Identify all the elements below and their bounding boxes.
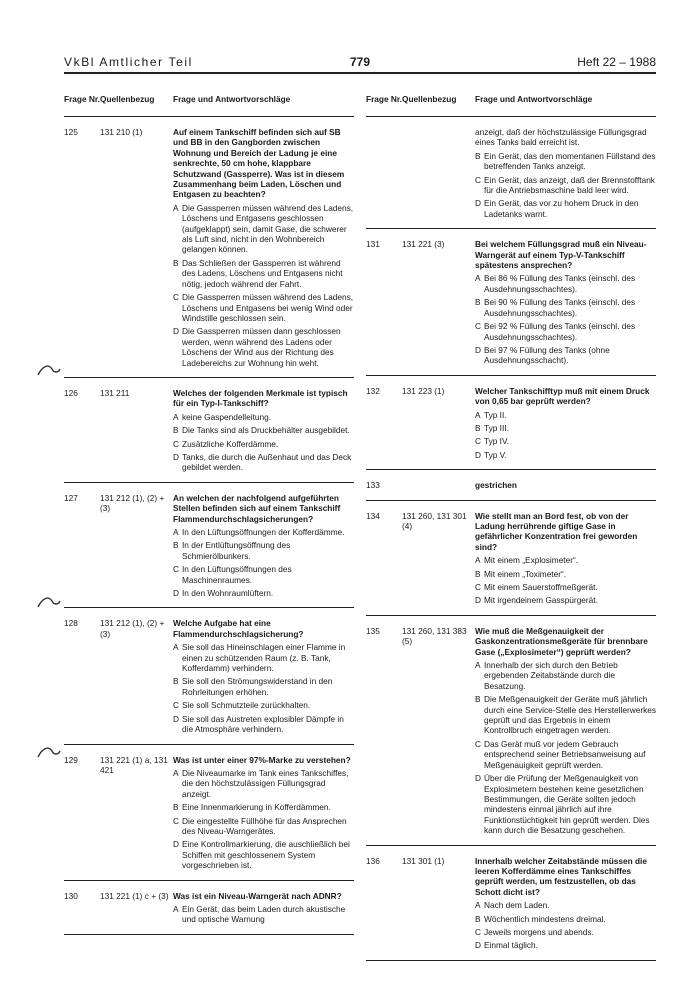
question-list-right: [366, 117, 656, 961]
option-letter: B: [173, 425, 179, 436]
option-letter: C: [475, 582, 481, 592]
question-body: [173, 493, 354, 599]
option-text: Mit einem „Toximeter“.: [484, 568, 567, 579]
option-letter: D: [475, 595, 481, 606]
question-list-left: [64, 117, 354, 935]
option-text: Die Gassperren müssen während des Ladens, Löschens und Entgasens bei wenig Wind oder Windstille geschlossen sein.: [182, 292, 354, 323]
answer-option: [475, 345, 656, 366]
answer-option: [173, 700, 354, 710]
option-letter: B: [475, 913, 481, 924]
option-letter: C: [173, 564, 179, 575]
option-text: Ein Gerät, das den momentanen Füllstand des betreffenden Tanks anzeigt.: [484, 150, 656, 172]
option-letter: D: [173, 839, 179, 850]
answer-option: [475, 660, 656, 691]
answer-option: [173, 292, 354, 323]
source-reference: 131 260, 131 301 (4): [402, 510, 467, 531]
question-number: 135: [366, 625, 380, 636]
option-text: Zusätzliche Kofferdämme.: [182, 438, 279, 449]
answer-option: [475, 940, 656, 950]
option-text: Die Tanks sind als Druckbehälter ausgebildet.: [182, 425, 350, 436]
option-letter: B: [173, 676, 179, 687]
question-text: Auf einem Tankschiff befinden sich auf SB und BB in den Gangborden zwischen Wohnung und Bereich der Ladung je eine senkrechte, 50 cm hohe, klappbare Schutzwand (Gassperre). Was ist in diesem Zusammenhang beim Laden, Löschen und Entgasen zu beachten?: [173, 127, 345, 200]
option-text: Die Niveaumarke im Tank eines Tankschiffes, die den höchstzulässigen Füllungsgrad anzeigt.: [182, 767, 349, 799]
question-entry: [366, 501, 656, 616]
question-number: 134: [366, 510, 380, 521]
option-letter: B: [173, 802, 179, 813]
answer-option: [475, 914, 656, 924]
option-letter: A: [173, 642, 179, 653]
question-entry: [366, 846, 656, 961]
question-text: anzeigt, daß der höchstzulässige Füllungsgrad eines Tanks bald erreicht ist.: [475, 127, 647, 148]
option-text: Sie soll Schmutzteile zurückhalten.: [182, 700, 311, 711]
option-letter: D: [173, 326, 179, 337]
question-entry: [64, 881, 354, 935]
option-letter: C: [173, 700, 179, 711]
option-text: Ein Gerät, das beim Laden durch akustische und optische Warnung: [182, 903, 346, 925]
source-reference: 131 211: [100, 387, 130, 398]
option-text: Bei 90 % Füllung des Tanks (einschl. des Ausdehnungsschachtes).: [484, 297, 636, 318]
option-text: Sie soll das Austreten explosibler Dämpfe in die Atmosphäre verhindern.: [182, 713, 344, 735]
answer-option: [173, 714, 354, 735]
question-entry: [366, 117, 656, 229]
question-text: Welcher Tankschifftyp muß mit einem Druck von 0,65 bar geprüft werden?: [475, 385, 650, 407]
answer-option: [475, 410, 656, 420]
option-letter: D: [173, 588, 179, 599]
option-letter: B: [475, 297, 481, 308]
option-letter: C: [173, 438, 179, 449]
option-text: In den Lüftungsöffnungen der Kofferdämme.: [182, 527, 345, 537]
question-body: [173, 388, 354, 473]
option-text: Die eingestellte Füllhöhe für das Ansprechen des Niveau-Warngerätes.: [182, 815, 347, 836]
option-text: Sie soll das Hineinschlagen einer Flamme in einen zu schützenden Raum (z. B. Tank, Kofferdamm) verhindern.: [182, 642, 346, 674]
answer-option: [475, 175, 656, 196]
answer-option: [173, 642, 354, 673]
question-entry: [64, 745, 354, 881]
option-text: Die Gassperren müssen dann geschlossen werden, wenn während des Ladens oder Löschens der Wind aus der Richtung des Ladebereichs zur Wohnung hin weht.: [182, 326, 341, 368]
header-rule: [64, 72, 656, 74]
option-text: Die Meßgenauigkeit der Geräte muß jährlich durch eine Service-Stelle des Herstellerwerkes geprüft und das Ergebnis in einem Kontrollbruch eingetragen werden.: [484, 694, 657, 736]
source-reference: 131 210 (1): [100, 127, 143, 137]
margin-mark-icon: [36, 593, 62, 611]
answer-option: [173, 904, 354, 925]
option-text: Ein Gerät, das vor zu hohem Druck in den Ladetanks warnt.: [484, 198, 639, 219]
answer-option: [475, 569, 656, 579]
option-text: Einmal täglich.: [484, 940, 538, 951]
header-ref: Quellenbezug: [402, 94, 457, 104]
right-column: [366, 90, 656, 961]
option-text: Mit irgendeinem Gasspürgerät.: [484, 595, 598, 606]
option-text: Bei 97 % Füllung des Tanks (ohne Ausdehnungsschacht).: [484, 344, 610, 366]
option-letter: A: [475, 900, 481, 911]
left-column: [64, 90, 354, 935]
option-text: Mit einem Sauerstoffmeßgerät.: [484, 582, 598, 592]
question-body: [173, 618, 354, 734]
answer-option: [173, 258, 354, 289]
option-text: In der Entlüftungsöffnung des Schmierölbunkers.: [182, 540, 291, 561]
question-entry: [366, 229, 656, 375]
answer-option: [173, 527, 354, 537]
source-reference: 131 223 (1): [402, 385, 445, 396]
answer-option: [475, 694, 656, 736]
question-body: [173, 891, 354, 925]
answer-option: [173, 540, 354, 561]
question-text: An welchen der nachfolgend aufgeführten Stellen befinden sich auf einem Tankschiff Flammendurchschlagsicherungen?: [173, 492, 341, 524]
question-entry: [64, 378, 354, 483]
question-number: 130: [64, 890, 78, 901]
answer-option: [475, 450, 656, 460]
answer-option: [173, 326, 354, 368]
option-text: Bei 86 % Füllung des Tanks (einschl. des Ausdehnungsschachtes).: [484, 273, 636, 294]
question-number: 136: [366, 855, 380, 866]
header-question: Frage und Antwortvorschläge: [173, 94, 291, 104]
answer-option: [475, 297, 656, 318]
question-text: Innerhalb welcher Zeitabstände müssen die leeren Kofferdämme eines Tankschiffes geprüft werden, um festzustellen, ob das Schott dicht ist?: [475, 855, 647, 897]
question-number: 132: [366, 385, 380, 396]
question-body: [475, 127, 656, 219]
option-letter: A: [173, 903, 179, 914]
question-entry: [366, 470, 656, 500]
answer-option: [173, 839, 354, 870]
option-text: Bei 92 % Füllung des Tanks (einschl. des Ausdehnungsschachtes).: [484, 321, 636, 342]
option-text: In den Lüftungsöffnungen des Maschinenraumes.: [182, 564, 292, 585]
option-letter: A: [475, 555, 481, 566]
option-text: Typ II.: [484, 409, 507, 420]
answer-option: [475, 273, 656, 294]
question-text: Was ist unter einer 97%-Marke zu verstehen?: [173, 754, 351, 765]
answer-option: [173, 425, 354, 435]
answer-option: [173, 768, 354, 799]
option-text: Eine Innenmarkierung in Kofferdämmen.: [182, 802, 331, 813]
option-text: In den Wohnraumlüftern.: [182, 588, 274, 599]
option-letter: A: [475, 409, 481, 420]
answer-option: [475, 423, 656, 433]
answer-option: [173, 802, 354, 812]
option-text: Mit einem „Explosimeter“.: [484, 555, 579, 566]
answer-option: [475, 582, 656, 592]
option-letter: C: [475, 738, 481, 749]
option-text: Das Gerät muß vor jedem Gebrauch entsprechend seiner Betriebsanweisung auf Meßgenauigkeit geprüft werden.: [484, 738, 646, 770]
option-letter: D: [173, 713, 179, 724]
answer-option: [173, 203, 354, 255]
publication-title: VkBl Amtlicher Teil: [64, 55, 193, 69]
answer-option: [173, 439, 354, 449]
question-number: 128: [64, 618, 78, 629]
answer-option: [475, 927, 656, 937]
header-nr: Frage Nr.: [64, 94, 100, 104]
source-reference: 131 212 (1), (2) + (3): [100, 492, 165, 514]
option-letter: A: [173, 411, 179, 422]
option-text: Eine Kontrollmarkierung, die auschließlich bei Schiffen mit geschlossenem System vorgeschrieben ist.: [182, 839, 350, 871]
option-text: Jeweils morgens und abends.: [484, 926, 594, 937]
question-entry: [366, 376, 656, 470]
question-entry: [366, 616, 656, 846]
option-letter: C: [173, 292, 179, 303]
question-body: [475, 386, 656, 460]
question-text: Wie muß die Meßgenauigkeit der Gaskonzentrationsmeßgeräte für brennbare Gase („Explosimeter“) geprüft werden?: [475, 625, 648, 657]
question-entry: [64, 483, 354, 609]
source-reference: 131 212 (1), (2) + (3): [100, 618, 165, 639]
option-text: Tanks, die durch die Außenhaut und das Deck gebildet werden.: [182, 451, 352, 473]
question-number: 129: [64, 754, 78, 765]
option-letter: C: [475, 436, 481, 447]
answer-option: [475, 151, 656, 172]
margin-mark-icon: [36, 361, 62, 379]
option-letter: C: [475, 321, 481, 332]
option-text: Das Schließen der Gassperren ist während des Ladens, Löschens und Entgasens nicht nötig, jedoch während der Fahrt.: [182, 257, 343, 289]
option-letter: D: [475, 773, 481, 784]
option-letter: D: [173, 451, 179, 462]
option-letter: C: [475, 174, 481, 185]
option-letter: B: [173, 257, 179, 268]
issue-label: Heft 22 – 1988: [577, 55, 656, 69]
question-text: gestrichen: [475, 480, 517, 491]
column-header: [64, 90, 354, 117]
question-number: 126: [64, 387, 78, 398]
option-letter: C: [173, 815, 179, 826]
page-number: 779: [349, 55, 371, 69]
option-letter: A: [173, 202, 179, 213]
question-entry: [64, 117, 354, 378]
question-text: Welches der folgenden Merkmale ist typisch für ein Typ-I-Tankschiff?: [173, 387, 348, 409]
source-reference: 131 301 (1): [402, 855, 445, 866]
answer-option: [475, 739, 656, 770]
option-letter: C: [475, 926, 481, 937]
question-body: [475, 480, 656, 490]
option-text: keine Gaspendelleitung.: [182, 411, 272, 422]
option-letter: B: [475, 694, 481, 705]
source-reference: 131 221 (3): [402, 239, 445, 250]
answer-option: [173, 676, 354, 697]
header-nr: Frage Nr.: [366, 94, 402, 104]
option-letter: D: [475, 344, 481, 355]
answer-option: [475, 900, 656, 910]
answer-option: [475, 436, 656, 446]
question-text: Was ist ein Niveau-Warngerät nach ADNR?: [173, 890, 342, 901]
answer-option: [173, 412, 354, 422]
option-letter: B: [475, 150, 481, 161]
option-text: Typ IV.: [484, 436, 510, 447]
answer-option: [475, 773, 656, 835]
question-number: 127: [64, 492, 78, 503]
header-ref: Quellenbezug: [100, 94, 155, 104]
question-body: [475, 239, 656, 365]
option-text: Sie soll den Strömungswiderstand in den Rohrleitungen erhöhen.: [182, 676, 333, 697]
source-reference: 131 221 (1) a, 131 421: [100, 754, 168, 775]
question-body: [173, 127, 354, 368]
option-text: Ein Gerät, das anzeigt, daß der Brennstofftank für die Antriebsmaschine bald leer wird.: [484, 174, 655, 196]
question-body: [475, 511, 656, 606]
answer-option: [173, 816, 354, 837]
answer-option: [173, 588, 354, 598]
header-question: Frage und Antwortvorschläge: [475, 94, 593, 104]
question-entry: [64, 608, 354, 744]
source-reference: 131 221 (1) c + (3): [100, 890, 169, 901]
question-body: [173, 755, 354, 871]
question-body: [475, 856, 656, 951]
option-letter: B: [475, 568, 481, 579]
option-letter: D: [475, 198, 481, 209]
answer-option: [475, 321, 656, 342]
option-letter: A: [173, 527, 179, 537]
answer-option: [173, 452, 354, 473]
option-text: Wöchentlich mindestens dreimal.: [484, 913, 606, 924]
option-text: Typ V.: [484, 449, 507, 460]
option-letter: D: [475, 449, 481, 460]
margin-mark-icon: [36, 743, 62, 761]
option-text: Innerhalb der sich durch den Betrieb ergebenden Zeitabstände durch die Besatzung.: [484, 660, 618, 691]
page-header: [64, 55, 656, 71]
option-letter: B: [475, 422, 481, 433]
question-body: [475, 626, 656, 836]
answer-option: [475, 555, 656, 565]
source-reference: 131 260, 131 383 (5): [402, 625, 467, 647]
column-header: [366, 90, 656, 117]
question-text: Welche Aufgabe hat eine Flammendurchschlagsicherung?: [173, 618, 304, 639]
option-text: Nach dem Laden.: [484, 900, 550, 911]
option-letter: D: [475, 940, 481, 951]
question-text: Bei welchem Füllungsgrad muß ein Niveau-Warngerät auf einem Typ-V-Tankschiff spätestens ansprechen?: [475, 239, 647, 271]
option-letter: B: [173, 540, 179, 551]
question-number: 133: [366, 480, 380, 491]
option-letter: A: [173, 767, 179, 778]
option-letter: A: [475, 273, 481, 284]
answer-option: [475, 198, 656, 219]
option-letter: A: [475, 660, 481, 671]
question-number: 131: [366, 239, 380, 250]
option-text: Über die Prüfung der Meßgenauigkeit von Explosimetern bestehen keine gesetzlichen Bestimmungen, die Geräte sollten jedoch mindestens einmal jährlich auf ihre Funktionstüchtigkeit hin geprüft werden. Dies kann durch die Besatzung geschehen.: [484, 773, 650, 836]
option-text: Typ III.: [484, 422, 509, 433]
answer-option: [475, 595, 656, 605]
question-number: 125: [64, 127, 78, 137]
answer-option: [173, 564, 354, 585]
option-text: Die Gassperren müssen während des Ladens, Löschens und Entgasens geschlossen (aufgeklappt) sein, damit Gase, die schwerer als Luft sind, nicht in den Wohnbereich gelangen können.: [182, 202, 354, 255]
question-text: Wie stellt man an Bord fest, ob von der Ladung herrührende giftige Gase in gefährlicher Konzentration frei geworden sind?: [475, 510, 638, 552]
